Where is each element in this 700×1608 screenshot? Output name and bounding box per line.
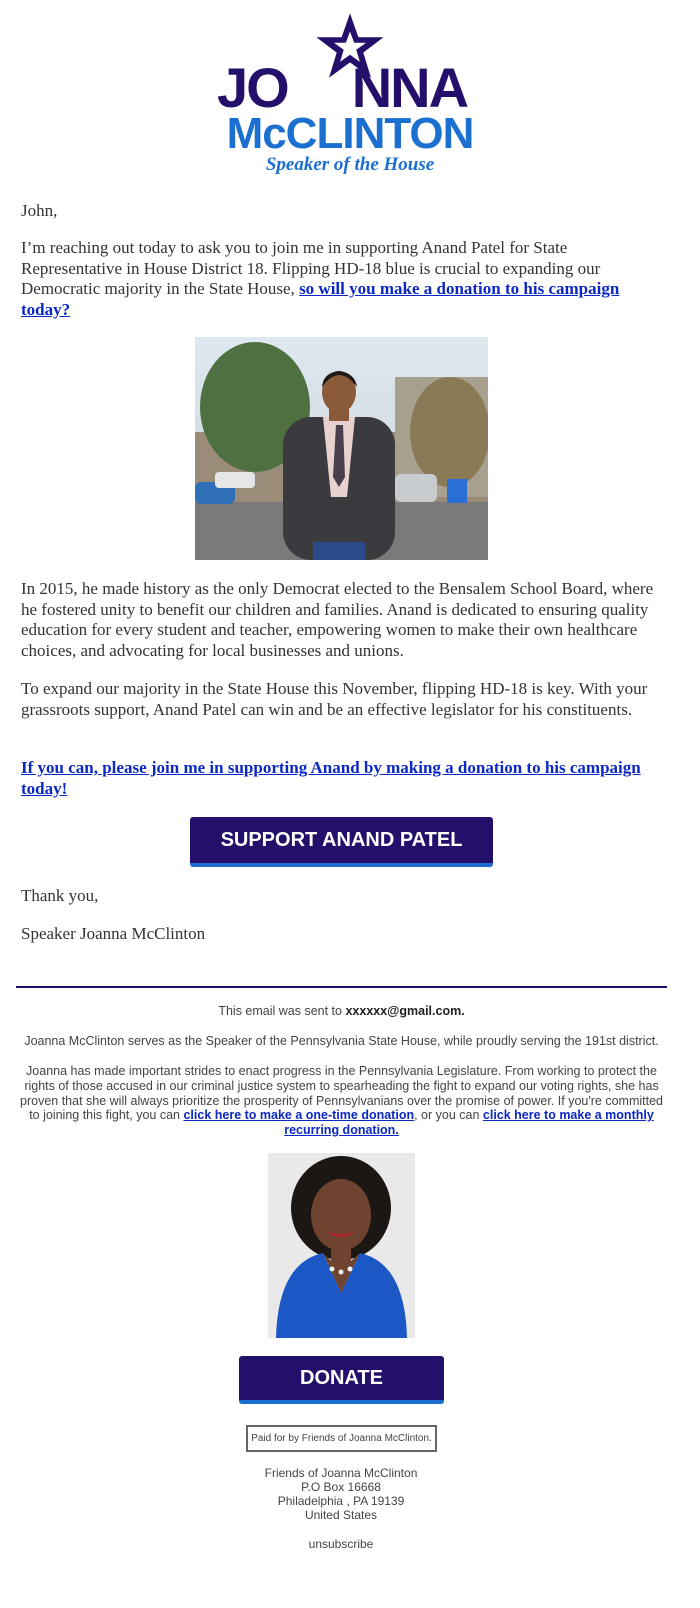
signature: Speaker Joanna McClinton	[21, 924, 206, 943]
paid-for-disclaimer: Paid for by Friends of Joanna McClinton.	[246, 1425, 437, 1452]
logo-first-name: JO NNA	[217, 56, 468, 119]
majority-paragraph: To expand our majority in the State House this November, flipping HD-18 is key. With your grassroots support, Anand Patel can win and be an effective legislator for his constituents.	[21, 679, 648, 719]
unsubscribe-link[interactable]: unsubscribe	[308, 1537, 374, 1551]
footer-divider	[16, 986, 667, 988]
closing: Thank you,	[21, 886, 99, 905]
one-time-donation-link[interactable]: click here to make a one-time donation	[183, 1108, 415, 1123]
support-anand-button[interactable]: SUPPORT ANAND PATEL	[190, 817, 493, 867]
sent-to-notice: This email was sent to xxxxxx@gmail.com.	[218, 1004, 465, 1018]
recipient-email: xxxxxx@gmail.com.	[345, 1004, 465, 1018]
address-country: United States	[304, 1508, 378, 1522]
logo-tagline: Speaker of the House	[265, 154, 435, 175]
donate-link-inline[interactable]: so will you make a donation to his campaign today?	[21, 279, 620, 319]
campaign-logo	[215, 10, 485, 175]
intro-paragraph: I’m reaching out today to ask you to join me in supporting Anand Patel for State Representative in House District 18. Flipping HD-18 blue is crucial to expanding our Democratic majority in the State House, so will you make a donation to his campaign today?	[21, 238, 620, 319]
address-name: Friends of Joanna McClinton	[264, 1466, 418, 1480]
donate-button[interactable]: DONATE	[239, 1356, 444, 1404]
monthly-donation-link[interactable]: click here to make a monthly recurring donation.	[284, 1108, 654, 1138]
footer-about: Joanna has made important strides to enact progress in the Pennsylvania Legislature. From working to protect the rights of those accused in our criminal justice system to spearheading the fight to expand our voting rights, she has proven that she will always prioritize the prosperity of Pennsylvanians over the promise of power. If you're committed to joining this fight, you can click here to make a one-time donation, or you can click here to make a monthly recurring donation.	[20, 1064, 663, 1138]
address-city: Philadelphia , PA 19139	[277, 1494, 405, 1508]
address-po-box: P.O Box 16668	[301, 1480, 381, 1494]
cta-paragraph	[21, 758, 671, 799]
bio-paragraph: In 2015, he made history as the only Democrat elected to the Bensalem School Board, where he fostered unity to benefit our children and families. Anand is dedicated to ensuring quality education for every student and teacher, empowering women to make their own healthcare choices, and advocating for local businesses and unions.	[21, 579, 654, 660]
donate-link-cta[interactable]: If you can, please join me in supporting Anand by making a donation to his campaign today!	[21, 758, 641, 798]
greeting: John,	[21, 201, 58, 220]
footer-bio: Joanna McClinton serves as the Speaker of the Pennsylvania State House, while proudly serving the 191st district.	[24, 1034, 659, 1048]
candidate-photo	[195, 337, 488, 560]
logo-last-name: McCLINTON	[226, 109, 474, 158]
speaker-photo	[268, 1153, 415, 1338]
